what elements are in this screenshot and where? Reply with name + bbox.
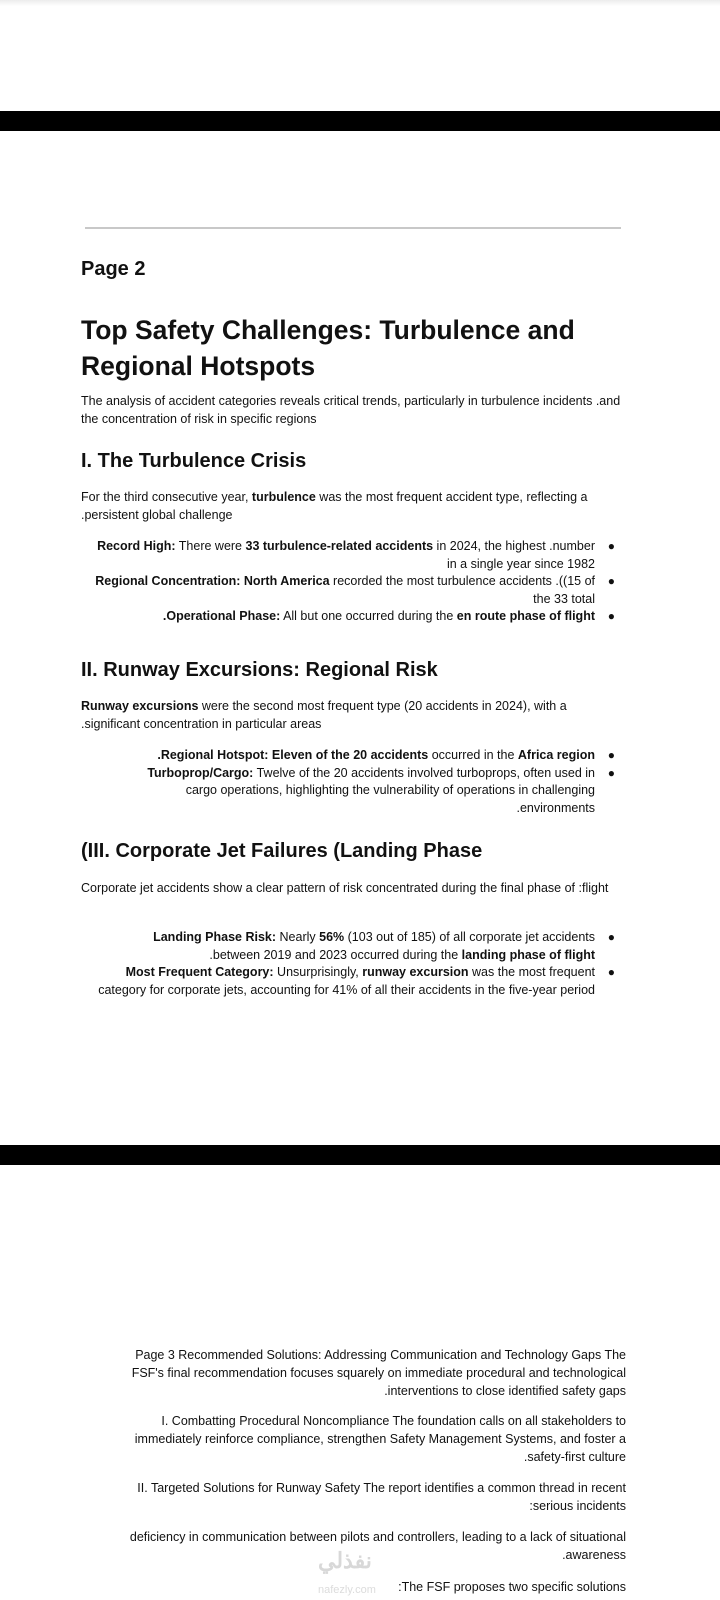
- watermark-logo: نفذلي: [318, 1548, 372, 1573]
- bold-text: Regional Concentration: North America: [95, 574, 330, 588]
- turbulence-paragraph: [81, 489, 626, 524]
- status-bar-shade: [0, 0, 720, 6]
- bullet-icon: ●: [607, 574, 615, 588]
- text: Nearly: [276, 930, 320, 944]
- list-item: [75, 608, 615, 626]
- bullet-icon: ●: [607, 609, 615, 623]
- page-divider-band: [0, 1145, 720, 1165]
- bullet-icon: ●: [607, 930, 615, 944]
- text: was the most frequent accident type, reflecting a .persistent global challenge: [81, 490, 588, 522]
- bullet-icon: ●: [607, 765, 615, 780]
- page3-deficiency-paragraph: deficiency in communication between pilots and controllers, leading to a lack of situational .awareness: [129, 1530, 626, 1562]
- text: (103 out of 185) of all corporate jet accidents .between 2019 and 2023 occurred during the: [209, 930, 595, 962]
- bold-text: 33 turbulence-related accidents: [245, 539, 434, 553]
- watermark-text: nafezly.com: [318, 1584, 376, 1596]
- section-heading-corporate-jet: (III. Corporate Jet Failures (Landing Phase: [81, 840, 483, 862]
- section-heading-turbulence: I. The Turbulence Crisis: [81, 450, 307, 472]
- bold-text: Runway excursions: [81, 699, 199, 713]
- intro-paragraph: The analysis of accident categories reveals critical trends, particularly in turbulence incidents .and the concentration of risk in specific regions: [81, 394, 621, 426]
- list-item: [75, 573, 615, 608]
- page3-intro-paragraph: Page 3 Recommended Solutions: Addressing Communication and Technology Gaps The FSF's final recommendation focuses squarely on immediate procedural and technological .interventions to close identified safety gaps: [131, 1348, 626, 1398]
- turbulence-bullet-list: [75, 538, 615, 626]
- text: There were: [175, 539, 246, 553]
- page3-compliance-paragraph: I. Combatting Procedural Noncompliance The foundation calls on all stakeholders to immediately reinforce compliance, strengthen Safety Management Systems, and foster a .safety-first culture: [134, 1414, 626, 1464]
- bold-text: Africa region: [517, 748, 595, 762]
- bold-text: .Operational Phase:: [162, 609, 281, 623]
- text: recorded the most turbulence accidents .((15 of the 33 total: [329, 574, 595, 606]
- page3-runway-paragraph: II. Targeted Solutions for Runway Safety The report identifies a common thread in recent :serious incidents: [137, 1481, 626, 1513]
- bullet-icon: ●: [607, 748, 615, 762]
- bold-text: en route phase of flight: [456, 609, 595, 623]
- list-item: [75, 964, 615, 999]
- corporate-jet-paragraph: Corporate jet accidents show a clear pattern of risk concentrated during the final phase of :flight: [81, 881, 609, 895]
- bold-text: runway excursion: [362, 965, 469, 979]
- bold-text: .Regional Hotspot: Eleven of the 20 accidents: [157, 748, 429, 762]
- bullet-icon: ●: [607, 539, 615, 553]
- bullet-icon: ●: [607, 965, 615, 979]
- text: Unsurprisingly,: [273, 965, 363, 979]
- bold-text: Turboprop/Cargo:: [147, 765, 254, 780]
- bold-text: Most Frequent Category:: [125, 965, 274, 979]
- page-title: Top Safety Challenges: Turbulence and Regional Hotspots: [81, 315, 575, 381]
- text: in 2024, the highest .number in a single year since 1982: [433, 539, 595, 571]
- list-item: [75, 747, 615, 765]
- bold-text: turbulence: [251, 490, 316, 504]
- page3-solutions-line: :The FSF proposes two specific solutions: [398, 1580, 626, 1594]
- bold-text: landing phase of flight: [461, 947, 595, 962]
- text: All but one occurred during the: [280, 609, 457, 623]
- horizontal-rule: [85, 227, 621, 229]
- corporate-jet-bullet-list: [75, 929, 615, 999]
- text: was the most frequent category for corporate jets, accounting for 41% of all their accidents in the five-year period: [98, 965, 595, 997]
- page-divider-band: [0, 111, 720, 131]
- list-item: [75, 929, 615, 964]
- bold-text: 56%: [319, 930, 345, 944]
- runway-paragraph: [81, 698, 626, 733]
- bold-text: Landing Phase Risk:: [153, 930, 277, 944]
- text: Twelve of the 20 accidents involved turboprops, often used in cargo operations, highlighting the vulnerability of operations in challenging .environments: [185, 765, 595, 815]
- list-item: [75, 765, 615, 818]
- list-item: [75, 538, 615, 573]
- text: For the third consecutive year,: [81, 490, 252, 504]
- page-label: Page 2: [81, 258, 146, 280]
- bold-text: Record High:: [97, 539, 176, 553]
- runway-bullet-list: [75, 747, 615, 817]
- section-heading-runway: II. Runway Excursions: Regional Risk: [81, 659, 438, 681]
- text: were the second most frequent type (20 accidents in 2024), with a .significant concentration in particular areas: [81, 699, 567, 731]
- text: occurred in the: [428, 748, 518, 762]
